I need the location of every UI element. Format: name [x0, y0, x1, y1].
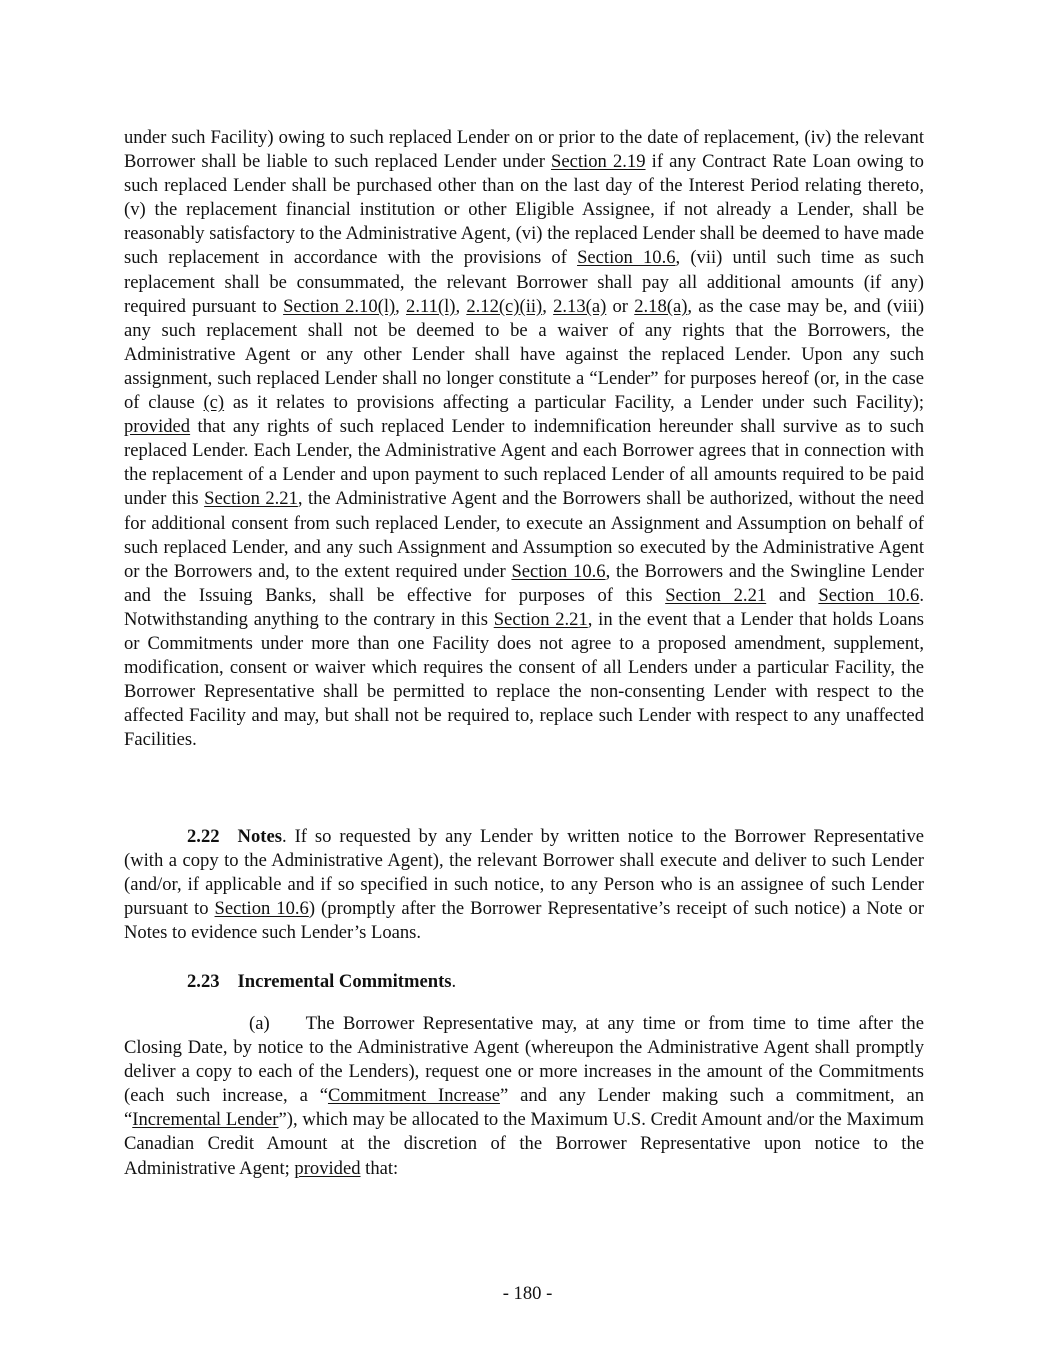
section-reference: 2.18(a) — [634, 295, 688, 317]
section-reference: Section 2.21 — [665, 584, 767, 606]
text-run: , (vii) until such time as such replacement shall be consummated, the relevant Borrower shall pay all additional amounts (if any) required pursuant to — [124, 247, 924, 317]
section-reference: 2.12(c)(ii) — [466, 295, 543, 317]
clause-label: (a) — [249, 1013, 270, 1034]
section-reference: 2.13(a) — [553, 295, 607, 317]
text-run: , in the event that a Lender that holds Loans or Commitments under more than one Facility does not agree to a proposed amendment, supplement, modification, consent or waiver which requires the consent of all Lenders under a particular Facility, the Borrower Representative shall be permitted to replace the non-consenting Lender with respect to the affected Facility and may, but shall not be required to, replace such Lender with respect to any unaffected Facilities. — [124, 608, 925, 751]
text-run: , — [455, 295, 467, 317]
section-title: Notes — [237, 826, 282, 847]
section-reference: Section 2.21 — [204, 488, 298, 510]
text-run: . — [451, 971, 457, 992]
text-run: and — [766, 584, 819, 606]
text-run: ) (promptly after the Borrower Representative’s receipt of such notice) a Note or Notes to evidence such Lender’s Loans. — [124, 898, 925, 944]
text-run: , — [395, 295, 407, 317]
defined-term: Commitment Increase — [327, 1085, 500, 1107]
section-2-22-notes — [124, 825, 924, 945]
text-run: if any Contract Rate Loan owing to such replaced Lender shall be purchased other than on the last day of the Interest Period relating thereto, (v) the replacement financial institution or other Eligible Assignee, if not already a Lender, shall be reasonably satisfactory to the Administrative Agent, (vi) the replaced Lender shall be deemed to have made such replacement in accordance with the provisions of — [124, 151, 924, 269]
text-run: , the Borrowers and the Swingline Lender and the Issuing Banks, shall be effective for purposes of this — [124, 560, 924, 606]
text-run: under such Facility) owing to such replaced Lender on or prior to the date of replacement, (iv) the relevant Borrower shall be liable to such replaced Lender under — [124, 127, 924, 173]
section-reference: Section 10.6 — [818, 584, 920, 606]
provided-term: provided — [124, 416, 191, 438]
provided-term: provided — [294, 1157, 361, 1179]
text-run: . If so requested by any Lender by written notice to the Borrower Representative (with a copy to the Administrative Agent), the relevant Borrower shall execute and deliver to such Lender (and/or, if applicable and if so specified in such notice, to any Person who is an assignee of such Lender pursuant to — [124, 826, 924, 920]
section-number: 2.23 — [187, 971, 220, 992]
text-run: ” and any Lender making such a commitment, an “ — [124, 1085, 925, 1131]
text-run: The Borrower Representative may, at any time or from time to time after the Closing Date, by notice to the Administrative Agent (whereupon the Administrative Agent shall promptly deliver a copy to each of the Lenders), request one or more increases in the amount of the Commitments (each such increase, a “ — [124, 1013, 924, 1107]
text-run: as it relates to provisions affecting a particular Facility, a Lender under such Facility); — [224, 392, 924, 414]
clause-reference: (c) — [203, 392, 225, 414]
page-number: - 180 - — [502, 1283, 553, 1304]
section-number: 2.22 — [187, 826, 220, 847]
section-reference: Section 10.6 — [214, 898, 309, 920]
section-2-23-heading — [124, 970, 924, 994]
section-reference: Section 2.21 — [493, 608, 588, 630]
text-run: . Notwithstanding anything to the contrary in this — [124, 584, 924, 630]
clause-a-incremental-commitments — [124, 1012, 924, 1181]
text-run: or — [606, 295, 635, 317]
section-reference: Section 10.6 — [577, 247, 676, 269]
text-run: that: — [360, 1157, 399, 1179]
section-title: Incremental Commitments — [237, 971, 452, 992]
paragraph-replacement-of-lenders — [124, 126, 924, 752]
text-run: , — [542, 295, 554, 317]
section-reference: Section 10.6 — [511, 560, 606, 582]
section-reference: Section 2.19 — [551, 151, 646, 173]
defined-term: Incremental Lender — [132, 1109, 279, 1131]
section-reference: 2.11(l) — [406, 295, 456, 317]
text-run: that any rights of such replaced Lender to indemnification hereunder shall survive as to such replaced Lender. Each Lender, the Administrative Agent and each Borrower agrees that in connection with the replacement of a Lender and upon payment to such replaced Lender of all amounts required to be paid under this — [124, 416, 924, 510]
section-reference: Section 2.10(l) — [283, 295, 396, 317]
text-run: , the Administrative Agent and the Borrowers shall be authorized, without the need for additional consent from such replaced Lender, to execute an Assignment and Assumption on behalf of such replaced Lender, and any such Assignment and Assumption so executed by the Administrative Agent or the Borrowers and, to the extent required under — [124, 488, 925, 582]
text-run: , as the case may be, and (viii) any such replacement shall not be deemed to be a waiver of any rights that the Borrowers, the Administrative Agent or any other Lender shall have against the replaced Lender. Upon any such assignment, such replaced Lender shall no longer constitute a “Lender” for purposes hereof (or, in the case of clause — [124, 295, 925, 414]
text-run: ”), which may be allocated to the Maximum U.S. Credit Amount and/or the Maximum Canadian Credit Amount at the discretion of the Borrower Representative upon notice to the Administrative Agent; — [124, 1109, 924, 1179]
